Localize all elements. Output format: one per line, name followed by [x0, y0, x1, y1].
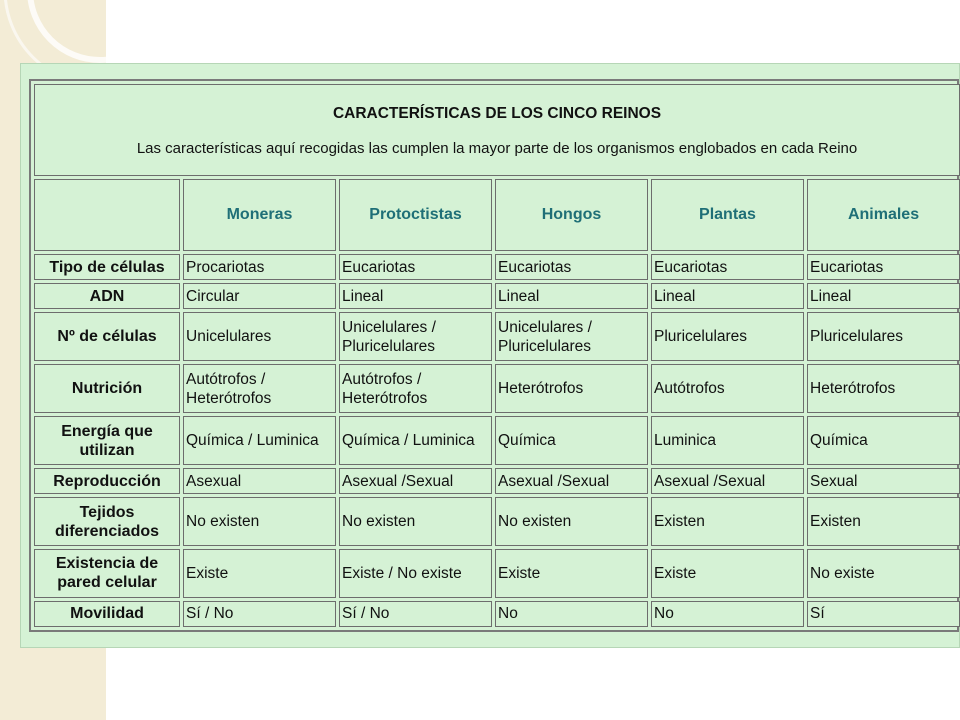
table-cell: Existe — [495, 549, 648, 598]
table-cell: Química — [495, 416, 648, 465]
table-cell: Asexual /Sexual — [651, 468, 804, 494]
table-cell: Química — [807, 416, 960, 465]
column-header-hongos: Hongos — [495, 179, 648, 252]
row-label: Movilidad — [34, 601, 180, 627]
table-cell: Pluricelulares — [651, 312, 804, 361]
table-cell: Existe — [651, 549, 804, 598]
table-row — [34, 601, 960, 627]
table-cell: Asexual — [183, 468, 336, 494]
table-cell: Lineal — [495, 283, 648, 309]
table-row — [34, 497, 960, 546]
row-label: Nutrición — [34, 364, 180, 413]
table-cell: No — [651, 601, 804, 627]
table-cell: Luminica — [651, 416, 804, 465]
table-title: CARACTERÍSTICAS DE LOS CINCO REINOS — [332, 104, 662, 122]
table-row — [34, 549, 960, 598]
table-cell: Procariotas — [183, 254, 336, 280]
row-label: Existencia de pared celular — [34, 549, 180, 598]
table-cell: Sí / No — [183, 601, 336, 627]
row-label: Energía que utilizan — [34, 416, 180, 465]
table-row — [34, 468, 960, 494]
table-cell: No existen — [183, 497, 336, 546]
table-frame — [29, 79, 959, 632]
table-cell: Lineal — [339, 283, 492, 309]
table-cell: Unicelulares / Pluricelulares — [339, 312, 492, 361]
table-cell: Autótrofos / Heterótrofos — [183, 364, 336, 413]
table-cell: Eucariotas — [807, 254, 960, 280]
table-row — [34, 416, 960, 465]
table-cell: Lineal — [807, 283, 960, 309]
row-label: Tipo de células — [34, 254, 180, 280]
table-cell: Eucariotas — [339, 254, 492, 280]
table-cell: No existen — [339, 497, 492, 546]
table-cell: No existe — [807, 549, 960, 598]
corner-empty-cell — [34, 179, 180, 252]
table-cell: Eucariotas — [495, 254, 648, 280]
table-cell: Existe — [183, 549, 336, 598]
table-cell: Pluricelulares — [807, 312, 960, 361]
column-header-row — [34, 179, 960, 252]
table-cell: Lineal — [651, 283, 804, 309]
row-label: Reproducción — [34, 468, 180, 494]
table-cell: Heterótrofos — [495, 364, 648, 413]
table-cell: Eucariotas — [651, 254, 804, 280]
table-cell: Asexual /Sexual — [339, 468, 492, 494]
table-row — [34, 283, 960, 309]
table-subtitle: Las características aquí recogidas las cumplen la mayor parte de los organismos englobados en cada Reino — [136, 139, 858, 157]
table-cell: Asexual /Sexual — [495, 468, 648, 494]
column-header-moneras: Moneras — [183, 179, 336, 252]
table-cell: Química / Luminica — [183, 416, 336, 465]
table-cell: No — [495, 601, 648, 627]
table-row — [34, 312, 960, 361]
column-header-animales: Animales — [807, 179, 960, 252]
table-cell: Química / Luminica — [339, 416, 492, 465]
table-cell: Heterótrofos — [807, 364, 960, 413]
table-row — [34, 364, 960, 413]
table-row — [34, 254, 960, 280]
table-cell: Autótrofos / Heterótrofos — [339, 364, 492, 413]
table-cell: Circular — [183, 283, 336, 309]
row-label: ADN — [34, 283, 180, 309]
table-cell: Unicelulares — [183, 312, 336, 361]
table-cell: Sí / No — [339, 601, 492, 627]
column-header-protoctistas: Protoctistas — [339, 179, 492, 252]
table-panel — [20, 63, 960, 648]
table-cell: Existen — [651, 497, 804, 546]
row-label: Nº de células — [34, 312, 180, 361]
table-cell: Sí — [807, 601, 960, 627]
table-cell: Unicelulares / Pluricelulares — [495, 312, 648, 361]
row-label: Tejidos diferenciados — [34, 497, 180, 546]
table-cell: No existen — [495, 497, 648, 546]
table-cell: Existe / No existe — [339, 549, 492, 598]
column-header-plantas: Plantas — [651, 179, 804, 252]
kingdoms-table — [31, 81, 960, 630]
table-cell: Existen — [807, 497, 960, 546]
table-cell: Sexual — [807, 468, 960, 494]
table-title-cell — [34, 84, 960, 176]
table-cell: Autótrofos — [651, 364, 804, 413]
